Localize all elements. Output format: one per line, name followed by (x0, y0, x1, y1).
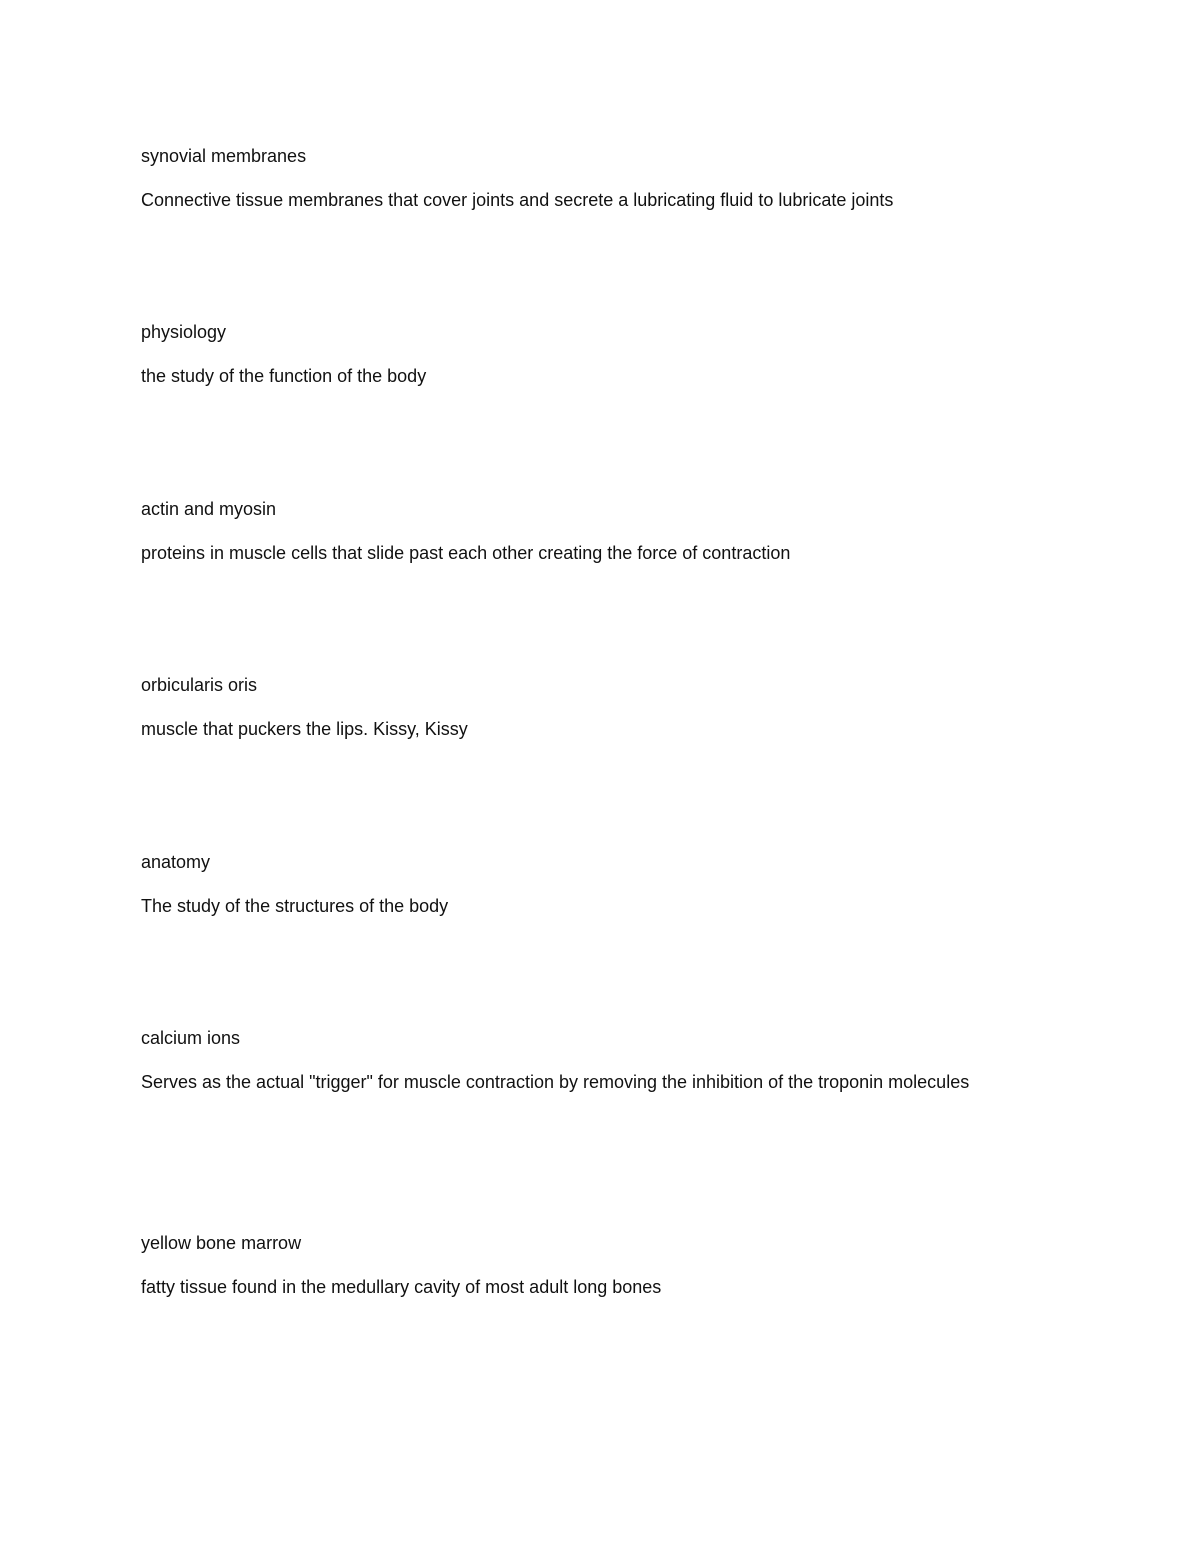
definition: the study of the function of the body (141, 366, 427, 386)
flashcard-entry-anatomy (141, 848, 1021, 920)
flashcard-entry-yellow-bone-marrow (141, 1229, 1021, 1301)
definition: proteins in muscle cells that slide past each other creating the force of contraction (141, 543, 791, 563)
flashcard-entry-synovial-membranes (141, 142, 1021, 214)
term: calcium ions (141, 1028, 241, 1048)
definition: fatty tissue found in the medullary cavity of most adult long bones (141, 1277, 662, 1297)
flashcard-entry-orbicularis-oris (141, 671, 1021, 743)
definition: Serves as the actual "trigger" for muscle contraction by removing the inhibition of the troponin molecules (141, 1072, 970, 1092)
term: actin and myosin (141, 499, 277, 519)
flashcard-entry-actin-and-myosin (141, 495, 1021, 567)
term: physiology (141, 322, 227, 342)
term: orbicularis oris (141, 675, 258, 695)
flashcard-entry-calcium-ions (141, 1024, 1021, 1096)
term: yellow bone marrow (141, 1233, 302, 1253)
definition: Connective tissue membranes that cover joints and secrete a lubricating fluid to lubricate joints (141, 190, 894, 210)
definition: muscle that puckers the lips. Kissy, Kissy (141, 719, 468, 739)
term: anatomy (141, 852, 211, 872)
definition: The study of the structures of the body (141, 896, 449, 916)
flashcard-entry-physiology (141, 318, 1021, 390)
term: synovial membranes (141, 146, 307, 166)
